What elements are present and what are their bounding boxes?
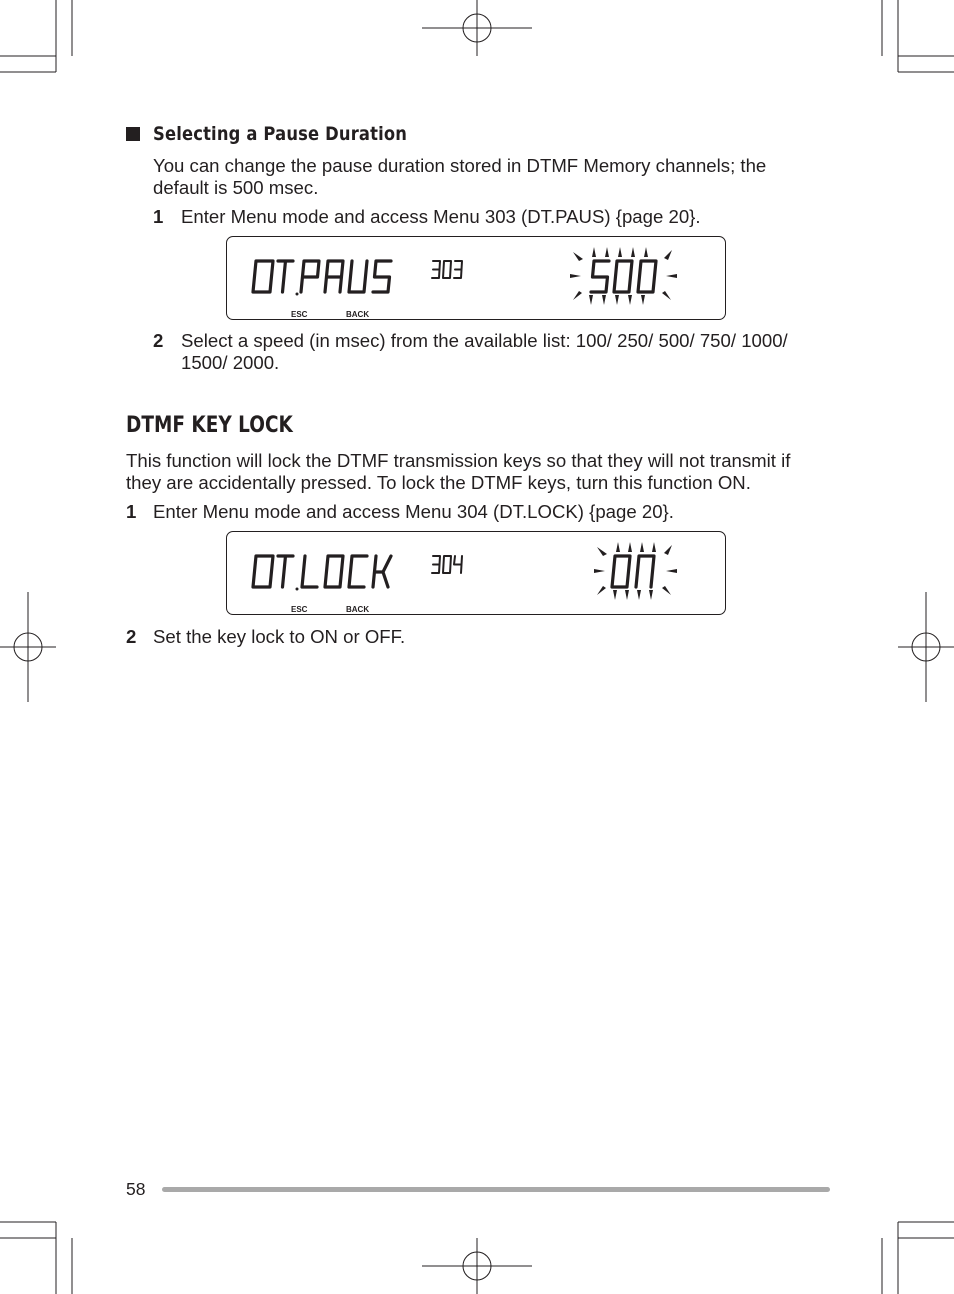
lock-section-heading: DTMF KEY LOCK [126, 413, 293, 438]
esc-label: ESC [291, 605, 308, 614]
pause-intro-line2: default is 500 msec. [153, 177, 319, 198]
step-text: Select a speed (in msec) from the available list: 100/ 250/ 500/ 750/ 1000/ [181, 330, 788, 351]
footer-rule [162, 1187, 830, 1192]
pause-heading-text: Selecting a Pause Duration [153, 123, 408, 145]
lock-intro-line1: This function will lock the DTMF transmission keys so that they will not transmit if [126, 450, 791, 471]
step-text: Enter Menu mode and access Menu 303 (DT.PAUS) {page 20}. [181, 206, 701, 227]
step-text: Enter Menu mode and access Menu 304 (DT.LOCK) {page 20}. [153, 501, 674, 522]
step-text-continued: 1500/ 2000. [181, 352, 280, 373]
step-number: 1 [126, 501, 137, 522]
esc-label: ESC [291, 310, 308, 319]
page-number: 58 [126, 1179, 146, 1199]
square-bullet-icon [126, 127, 140, 141]
lcd-segments [227, 237, 727, 321]
back-label: BACK [346, 310, 370, 319]
lcd-segments [227, 532, 727, 616]
pause-section-heading [126, 122, 448, 146]
lcd-display-dt-lock [226, 531, 726, 615]
step-number: 1 [153, 206, 164, 227]
step-number: 2 [153, 330, 164, 351]
lcd-display-dt-paus [226, 236, 726, 320]
pause-intro-line1: You can change the pause duration stored in DTMF Memory channels; the [153, 155, 767, 176]
back-label: BACK [346, 605, 370, 614]
step-text: Set the key lock to ON or OFF. [153, 626, 406, 647]
step-number: 2 [126, 626, 137, 647]
lock-intro-line2: they are accidentally pressed. To lock the DTMF keys, turn this function ON. [126, 472, 751, 493]
